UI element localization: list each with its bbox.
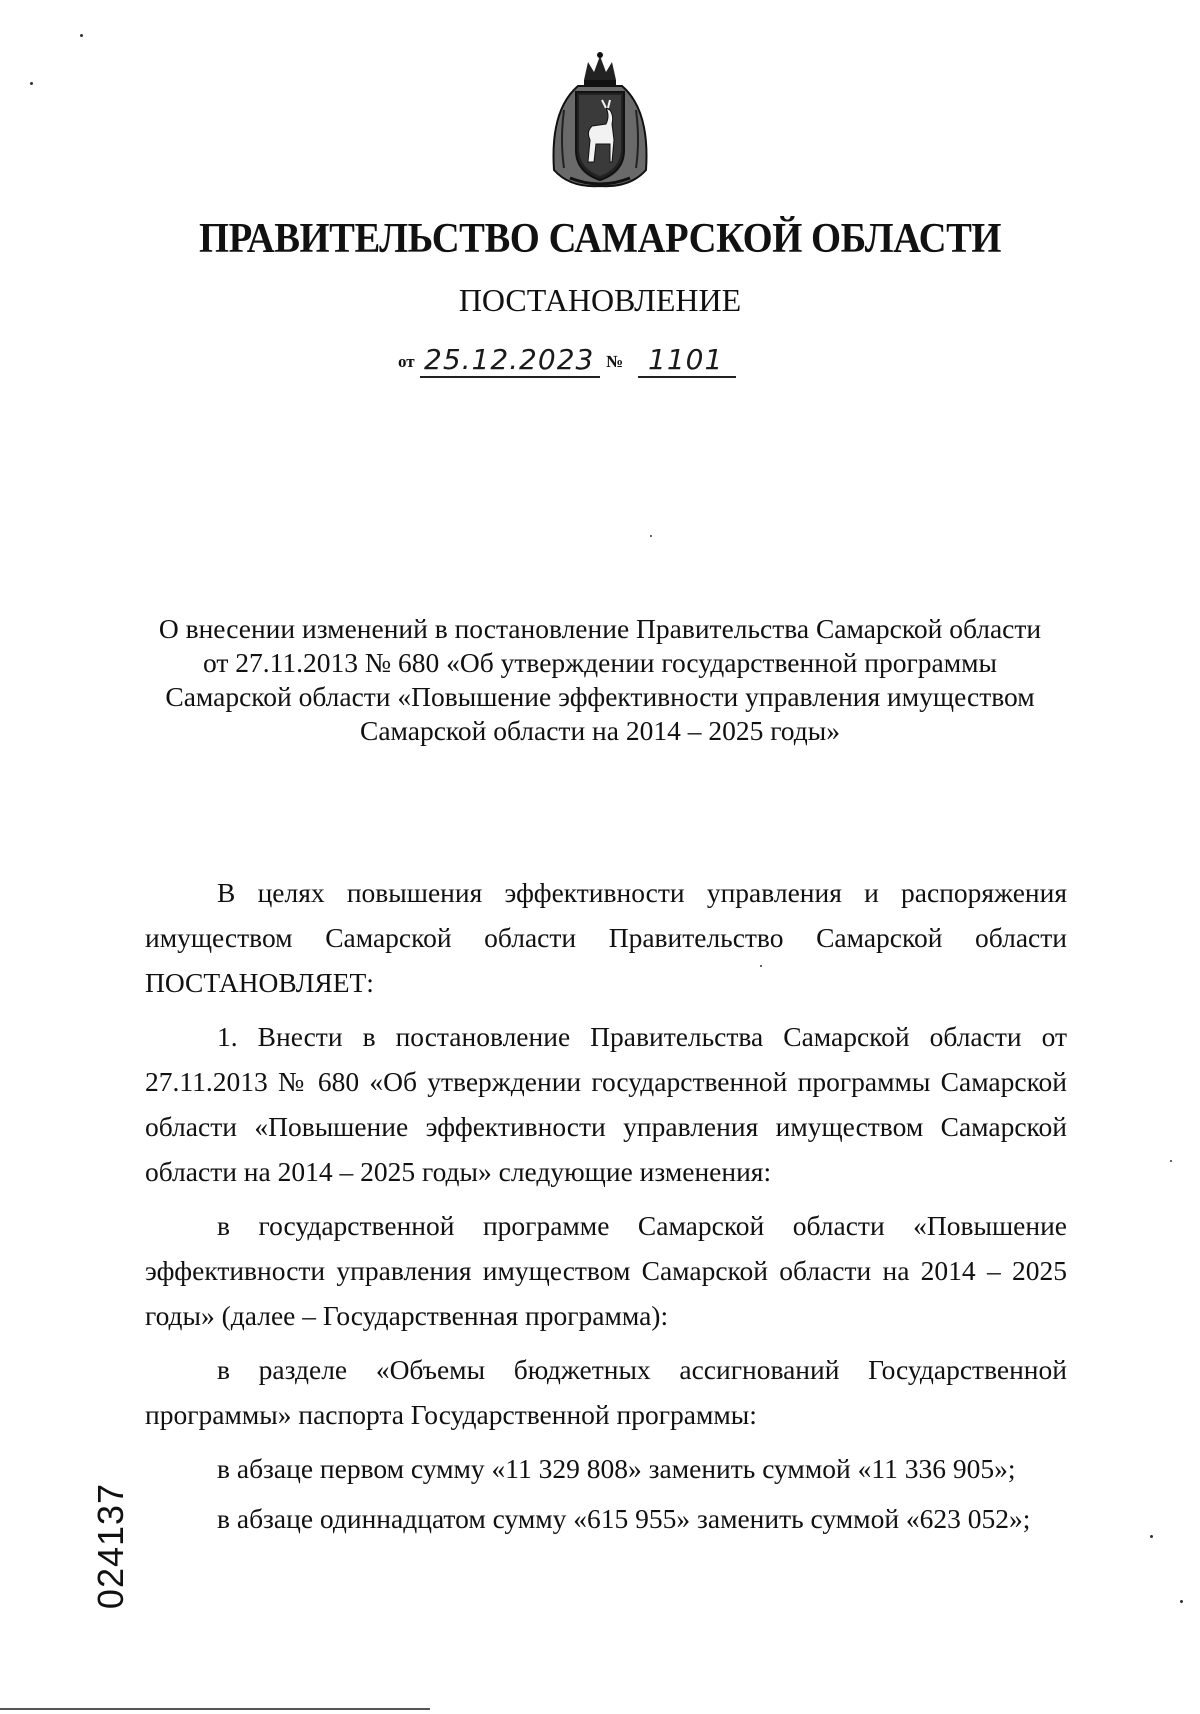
document-subject: [140, 612, 1060, 748]
date-value-handwritten: 25.12.2023: [424, 343, 595, 376]
side-stamp-text: 024137: [90, 1482, 131, 1610]
coat-of-arms-emblem: [540, 50, 660, 190]
date-underline: [420, 376, 600, 378]
document-body: [145, 870, 1067, 1546]
body-paragraph: В целях повышения эффективности управления и распоряжения имуществом Самарской области Правительство Самарской области ПОСТАНОВЛЯЕТ:: [145, 877, 1067, 998]
body-paragraph: в разделе «Объемы бюджетных ассигнований Государственной программы» паспорта Государственной программы:: [145, 1354, 1067, 1430]
subject-line: Самарской области «Повышение эффективности управления имуществом: [165, 681, 1035, 712]
dateline: [398, 338, 818, 378]
number-value-handwritten: 1101: [648, 343, 724, 376]
body-paragraph: 1. Внести в постановление Правительства Самарской области от 27.11.2013 № 680 «Об утверждении государственной программы Самарской области «Повышение эффективности управления имуществом Самарской области на 2014 – 2025 годы» следующие изменения:: [145, 1021, 1067, 1187]
authority-title: ПРАВИТЕЛЬСТВО САМАРСКОЙ ОБЛАСТИ: [199, 216, 1001, 262]
body-paragraph: в абзаце одиннадцатом сумму «615 955» заменить суммой «623 052»;: [217, 1503, 1031, 1534]
date-prefix: от: [398, 352, 415, 371]
document-type: ПОСТАНОВЛЕНИЕ: [458, 282, 742, 318]
bottom-edge-line: [0, 1708, 430, 1710]
number-prefix: №: [606, 352, 624, 371]
subject-line: Самарской области на 2014 – 2025 годы»: [360, 715, 840, 746]
side-stamp-number: [86, 1466, 136, 1626]
number-underline: [638, 376, 736, 378]
subject-line: от 27.11.2013 № 680 «Об утверждении государственной программы: [203, 647, 997, 678]
body-paragraph: в государственной программе Самарской области «Повышение эффективности управления имуществом Самарской области на 2014 – 2025 годы» (далее – Государственная программа):: [145, 1210, 1067, 1331]
subject-line: О внесении изменений в постановление Правительства Самарской области: [158, 613, 1042, 644]
body-paragraph: в абзаце первом сумму «11 329 808» заменить суммой «11 336 905»;: [217, 1453, 1016, 1484]
